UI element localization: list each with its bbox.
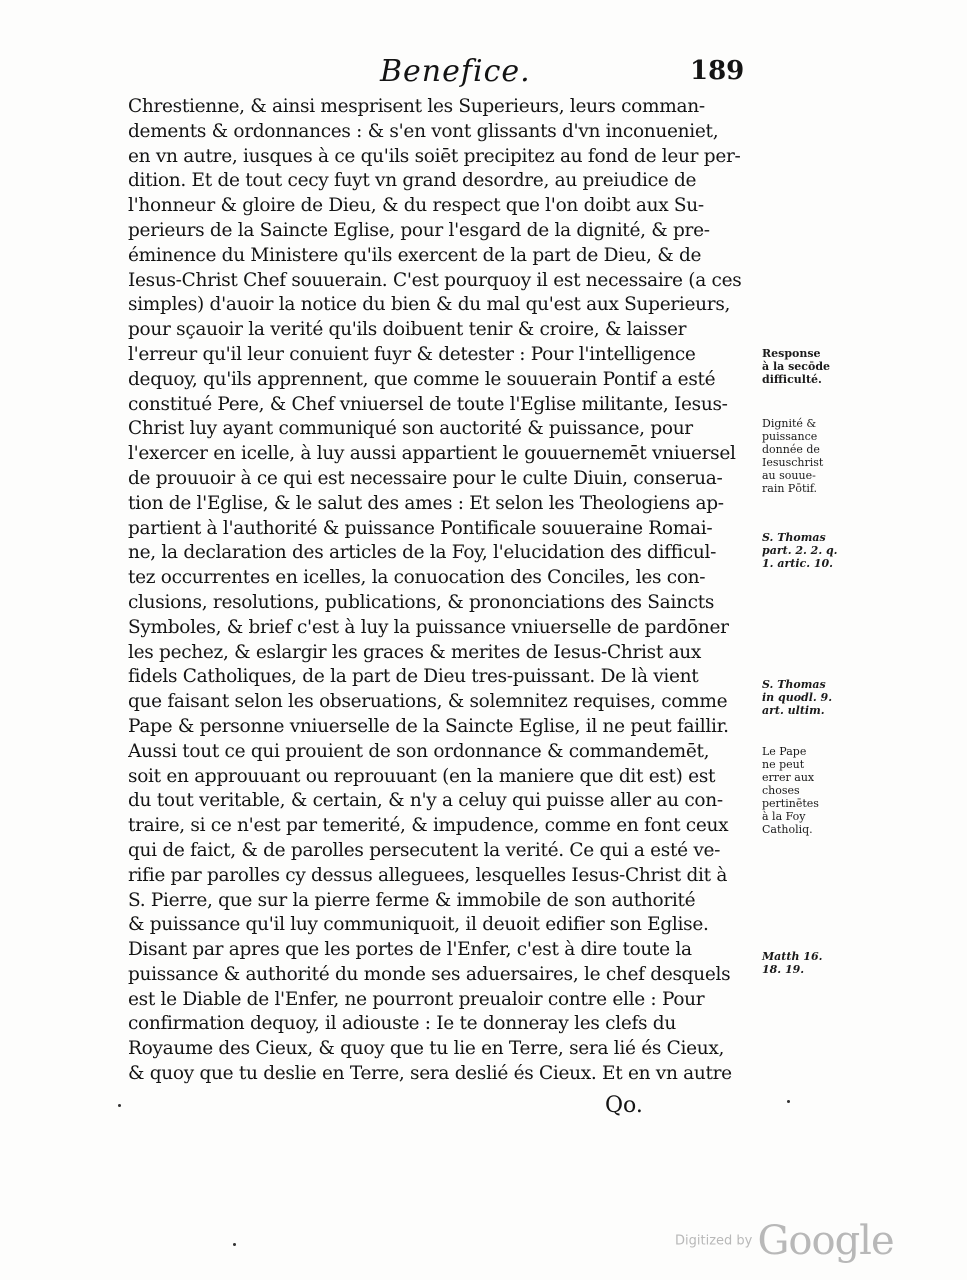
text-line: dition. Et de tout cecy fuyt vn grand desordre, au preiudice de (128, 170, 697, 192)
google-logo: Google (757, 1218, 894, 1264)
text-line: Aussi tout ce qui prouient de son ordonnance & commandemēt, (128, 740, 710, 762)
text-line: est le Diable de l'Enfer, ne pourront preualoir contre elle : Pour (128, 988, 705, 1010)
margin-note-line: ne peut (762, 758, 805, 771)
margin-note-line: au souue- (762, 469, 816, 482)
catchword-signature: Qo. (605, 1093, 643, 1118)
text-line: partient à l'authorité & puissance Pontificale souueraine Romai- (128, 517, 713, 539)
text-line: Disant par apres que les portes de l'Enfer, c'est à dire toute la (128, 939, 692, 961)
margin-note-line: Response (762, 347, 821, 360)
text-line: confirmation dequoy, il adiouste : Ie te donneray les clefs du (128, 1013, 676, 1035)
text-line: Symboles, & brief c'est à luy la puissance vniuerselle de pardōner (128, 616, 729, 638)
margin-note-citation (762, 678, 852, 717)
margin-note-line: S. Thomas (762, 531, 826, 544)
text-line: & quoy que tu deslie en Terre, sera deslié és Cieux. Et en vn autre (128, 1063, 732, 1085)
margin-note-line: difficulté. (762, 373, 822, 386)
running-head-title: Benefice. (380, 54, 531, 89)
text-line: du tout veritable, & certain, & n'y a celuy qui puisse aller au con- (128, 790, 723, 812)
text-line: dequoy, qu'ils apprennent, que comme le souuerain Pontif a esté (128, 368, 716, 390)
text-line: constitué Pere, & Chef vniuersel de toute l'Eglise militante, Iesus- (128, 393, 728, 415)
text-line: tez occurrentes en icelles, la conuocation des Conciles, les con- (128, 567, 706, 589)
margin-note-line: Iesuschrist (762, 456, 824, 469)
margin-note-citation (762, 531, 852, 570)
margin-note-line: 1. artic. 10. (762, 557, 833, 570)
text-line: Chrestienne, & ainsi mesprisent les Superieurs, leurs comman- (128, 96, 705, 117)
text-line: tion de l'Eglise, & le salut des ames : Et selon les Theologiens ap- (128, 492, 724, 514)
text-line: Iesus-Christ Chef souuerain. C'est pourquoy il est necessaire (a ces (128, 269, 742, 291)
text-line: S. Pierre, que sur la pierre ferme & immobile de son authorité (128, 889, 696, 911)
margin-note-line: à la secōde (762, 360, 831, 373)
page-number: 189 (690, 56, 745, 86)
margin-note-line: choses (762, 784, 800, 797)
ink-speck (233, 1243, 236, 1246)
ink-speck (118, 1104, 121, 1107)
text-line: qui de faict, & de parolles persecutent la verité. Ce qui a esté ve- (128, 839, 721, 861)
text-line: l'exercer en icelle, à luy aussi appartient le gouuernemēt vniuersel (128, 443, 736, 465)
text-line: perieurs de la Saincte Eglise, pour l'esgard de la dignité, & pre- (128, 219, 710, 241)
text-line: de prouuoir à ce qui est necessaire pour le culte Diuin, conserua- (128, 467, 723, 489)
margin-note-line: Le Pape (762, 745, 807, 758)
margin-note (762, 745, 852, 836)
text-line: traire, si ce n'est par temerité, & impudence, comme en font ceux (128, 815, 729, 837)
margin-note-line: pertinētes (762, 797, 819, 810)
margin-note-line: 18. 19. (762, 963, 805, 976)
margin-note-line: Dignité & (762, 417, 817, 430)
text-line: l'erreur qu'il leur conuient fuyr & detester : Pour l'intelligence (128, 343, 696, 365)
margin-note-line: rain Pōtif. (762, 482, 818, 495)
margin-note-line: errer aux (762, 771, 815, 784)
text-line: en vn autre, iusques à ce qu'ils soiēt precipitez au fond de leur per- (128, 145, 741, 167)
text-line: Royaume des Cieux, & quoy que tu lie en Terre, sera lié és Cieux, (128, 1038, 725, 1060)
text-line: simples) d'auoir la notice du bien & du mal qu'est aux Superieurs, (128, 294, 731, 316)
margin-note-line: in quodl. 9. (762, 691, 833, 704)
body-text (128, 95, 753, 1087)
text-line: & puissance qu'il luy communiquoit, il deuoit edifier son Eglise. (128, 914, 709, 936)
watermark-prefix: Digitized by (675, 1233, 753, 1249)
margin-note (762, 417, 852, 495)
digitized-watermark (675, 1218, 894, 1264)
text-line: éminence du Ministere qu'ils exercent de la part de Dieu, & de (128, 244, 702, 266)
margin-note-line: à la Foy (762, 810, 806, 823)
margin-note-line: part. 2. 2. q. (762, 544, 838, 557)
text-line: Christ luy ayant communiqué son auctorité & puissance, pour (128, 418, 693, 440)
margin-note-line: S. Thomas (762, 678, 826, 691)
margin-note-line: donnée de (762, 443, 820, 456)
text-line: ne, la declaration des articles de la Foy, l'elucidation des difficul- (128, 542, 717, 564)
text-line: puissance & authorité du monde ses aduersaires, le chef desquels (128, 963, 731, 985)
margin-note-line: Matth 16. (762, 950, 823, 963)
ink-speck (787, 1100, 790, 1103)
margin-note-citation (762, 950, 852, 976)
text-line: clusions, resolutions, publications, & prononciations des Saincts (128, 591, 715, 613)
text-line: soit en approuuant ou reprouuant (en la maniere que dit est) est (128, 765, 716, 787)
text-line: dements & ordonnances : & s'en vont glissants d'vn inconueniet, (128, 120, 719, 142)
text-line: rifie par parolles cy dessus alleguees, lesquelles Iesus-Christ dit à (128, 864, 728, 886)
margin-note-line: puissance (762, 430, 818, 443)
text-line: les pechez, & eslargir les graces & merites de Iesus-Christ aux (128, 641, 702, 663)
text-line: l'honneur & gloire de Dieu, & du respect que l'on doibt aux Su- (128, 195, 704, 217)
text-line: Pape & personne vniuerselle de la Saincte Eglise, il ne peut faillir. (128, 715, 729, 737)
text-line: fidels Catholiques, de la part de Dieu tres-puissant. De là vient (128, 666, 699, 688)
text-line: pour sçauoir la verité qu'ils doibuent tenir & croire, & laisser (128, 319, 687, 341)
margin-note (762, 347, 852, 386)
text-line: que faisant selon les obseruations, & solemnitez requises, comme (128, 691, 728, 713)
margin-note-line: Catholiq. (762, 823, 813, 836)
margin-note-line: art. ultim. (762, 704, 825, 717)
